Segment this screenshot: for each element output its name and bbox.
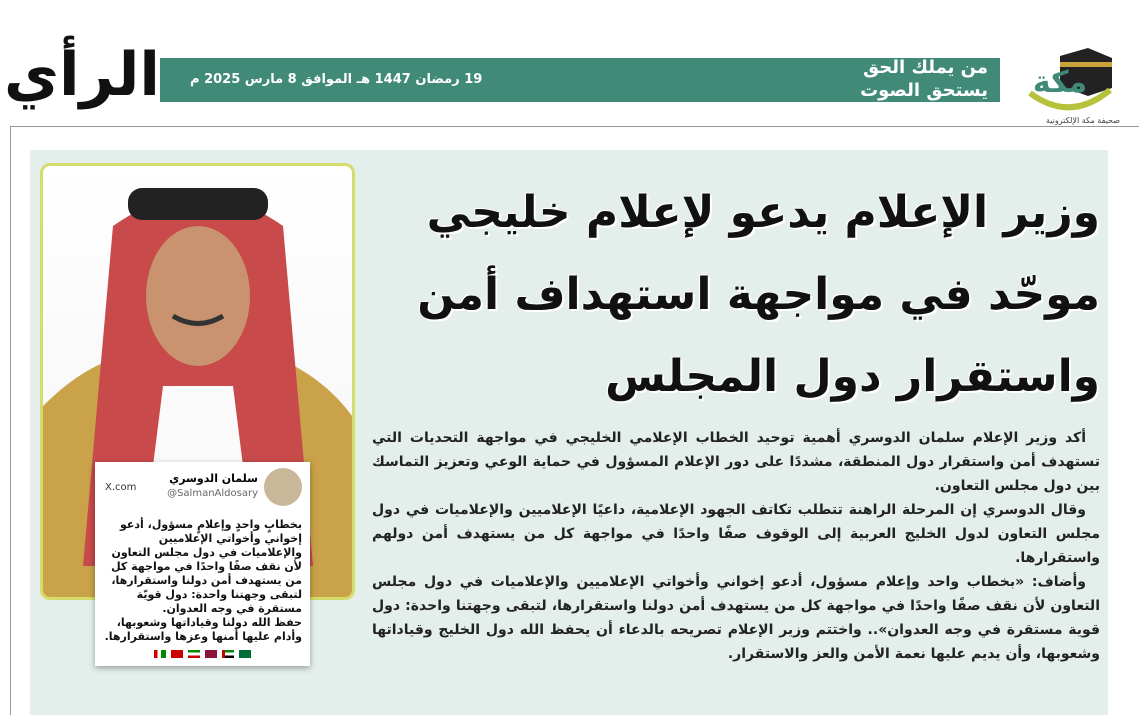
paragraph: وأضاف: «بخطاب واحد وإعلام مسؤول، أدعو إخواني وأخواتي الإعلاميين والإعلاميات في دول مجلس التعاون لأن نقف صفًا واحدًا في مواجهة كل من يستهدف أمن دولنا واستقرارها، لتبقى وجهتنا واحدة: دول قوية مستقرة في وجه العدوان».. واختتم وزير الإعلام تصريحه بالدعاء أن يحفظ الله دول الخليج وقياداتها وشعوبها، وأن يديم عليها نعمة الأمن والعز والاستقرار.: [372, 574, 1100, 662]
issue-date: 19 رمضان 1447 هـ الموافق 8 مارس 2025 م: [190, 72, 483, 87]
slogan-line-2: يستحق الصوت: [860, 80, 988, 101]
headline-line: موحّد في مواجهة استهداف أمن: [417, 269, 1100, 320]
paragraph: أكد وزير الإعلام سلمان الدوسري أهمية توحيد الخطاب الإعلامي الخليجي في مواجهة التحديات التي تستهدف أمن واستقرار دول المنطقة، مشددًا على دور الإعلام المسؤول في حماية الوعي وتعزيز التماسك بين دول مجلس التعاون.: [372, 430, 1100, 494]
tweet-text: بخطابٍ واحدٍ وإعلامٍ مسؤول، أدعو إخواني وأخواتي الإعلاميين والإعلاميات في دول مجلس التعاون لأن نقف صفًا واحدًا في مواجهة كل من يستهدف أمن دولنا واستقرارها، لتبقى وجهتنا واحدة: دول قويّة مستقرة في وجه العدوان. حفظ الله دولنا وقياداتها وشعوبها، وأدام عليها أمنها وعزها واستقرارها.: [104, 518, 302, 643]
kaaba-icon: [1020, 48, 1120, 118]
paragraph: وقال الدوسري إن المرحلة الراهنة تتطلب تكاتف الجهود الإعلامية، داعيًا الإعلاميين والإعلاميات في دول مجلس التعاون لدول الخليج العربية إلى الوقوف صفًا واحدًا في مواجهة كل من يستهدف أمن دولهم واستقرارها.: [372, 502, 1100, 566]
avatar: [264, 468, 302, 506]
tweet-source: X.com: [105, 482, 137, 493]
article-body: [372, 426, 1100, 666]
masthead-bar: [160, 58, 1000, 102]
tweet-card: [95, 462, 310, 666]
tweet-author: سلمان الدوسري: [169, 472, 258, 485]
slogan-line-1: من يملك الحق: [863, 57, 988, 78]
alrai-logo: الرأي: [4, 40, 160, 110]
slogan: [860, 56, 988, 102]
divider: [10, 126, 1139, 127]
flag-oman-icon: [154, 650, 166, 658]
flag-bahrain-icon: [171, 650, 183, 658]
flag-uae-icon: [222, 650, 234, 658]
tweet-header: [103, 468, 302, 518]
headline: [372, 172, 1100, 418]
brand-caption: صحيفة مكة الإلكترونية: [1045, 116, 1120, 125]
makkah-logo: [1020, 48, 1120, 118]
brand-logo-text: مكة: [1032, 65, 1088, 100]
flag-kuwait-icon: [188, 650, 200, 658]
flag-saudi-icon: [239, 650, 251, 658]
flag-qatar-icon: [205, 650, 217, 658]
tweet-handle: @SalmanAldosary: [167, 488, 258, 499]
headline-line: واستقرار دول المجلس: [605, 351, 1100, 402]
article: [372, 172, 1100, 666]
gcc-flags: [103, 650, 302, 658]
headline-line: وزير الإعلام يدعو لإعلام خليجي: [426, 187, 1100, 238]
divider: [10, 126, 11, 715]
